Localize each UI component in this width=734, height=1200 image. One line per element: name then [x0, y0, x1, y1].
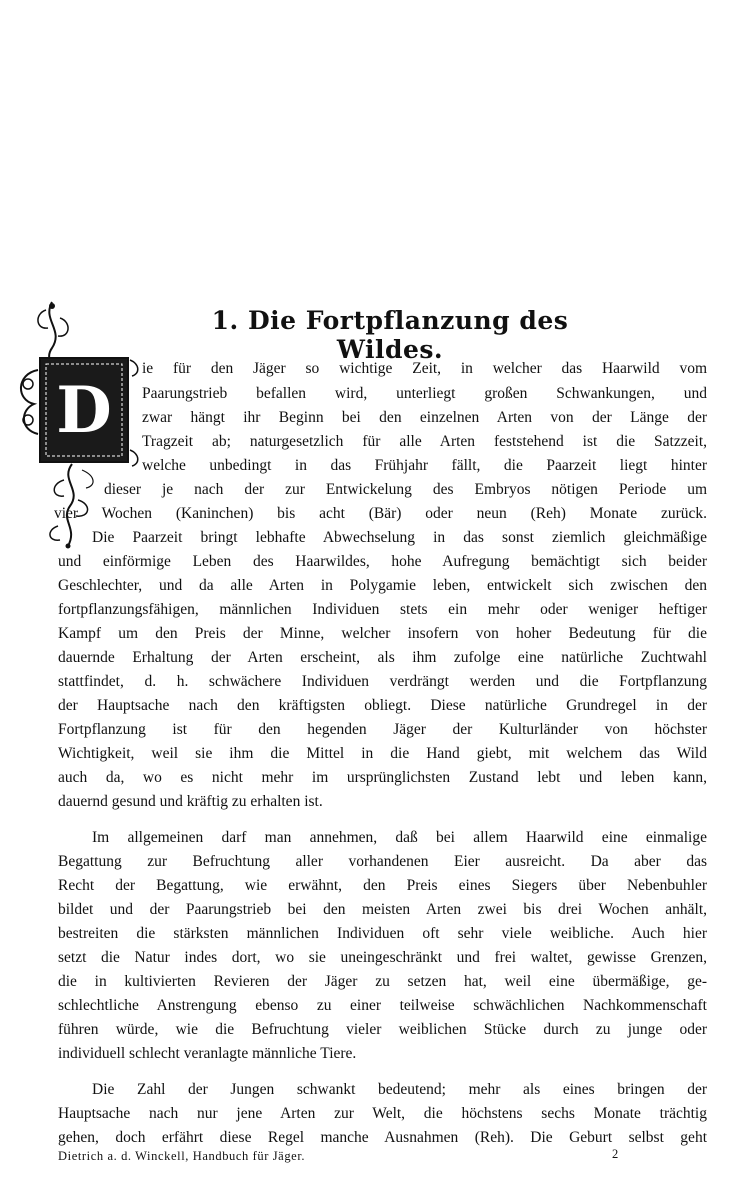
text-line: dauernd gesund und kräftig zu erhalten ist.	[58, 793, 323, 810]
text-line: führen würde, wie die Befruchtung vieler weiblichen Stücke durch zu junge oder	[58, 1021, 707, 1038]
text-line: und einförmige Leben des Haarwildes, hohe Aufregung bemächtigt sich beider	[58, 553, 707, 570]
text-line: Wichtigkeit, weil sie ihm die Mittel in die Hand giebt, mit welchem das Wild	[58, 745, 707, 762]
text-line: zwar hängt ihr Beginn bei den einzelnen Arten von der Länge der	[142, 409, 707, 426]
signature-mark: 2	[612, 1147, 619, 1161]
text-line: die in kultivierten Revieren der Jäger zu setzen hat, weil eine übermäßige, ge-	[58, 973, 707, 990]
text-line: vier Wochen (Kaninchen) bis acht (Bär) oder neun (Reh) Monate zurück.	[54, 505, 707, 522]
text-line: Die Paarzeit bringt lebhafte Abwechselung in das sonst ziemlich gleichmäßige	[92, 529, 707, 546]
text-line: welche unbedingt in das Frühjahr fällt, die Paarzeit liegt hinter	[142, 457, 707, 474]
text-line: bildet und der Paarungstrieb bei den meisten Arten zwei bis drei Wochen anhält,	[58, 901, 707, 918]
text-line: Kampf um den Preis der Minne, welcher insofern von hoher Bedeutung für die	[58, 625, 707, 642]
text-line: schlechtliche Anstrengung ebenso zu einer teilweise schwächlichen Nachkommenschaft	[58, 997, 707, 1014]
text-line: Recht der Begattung, wie erwähnt, den Preis eines Siegers über Nebenbuhler	[58, 877, 707, 894]
initial-letter: D	[56, 372, 112, 448]
text-line: dauernde Erhaltung der Arten erscheint, als ihm zufolge eine natürliche Zuchtwahl	[58, 649, 707, 666]
footer-source: Dietrich a. d. Winckell, Handbuch für Jäger.	[58, 1149, 306, 1163]
text-line: fortpflanzungsfähigen, männlichen Individuen stets ein mehr oder weniger heftiger	[58, 601, 707, 618]
text-line: Die Zahl der Jungen schwankt bedeutend; mehr als eines bringen der	[92, 1081, 707, 1098]
text-line: Hauptsache nach nur jene Arten zur Welt, die höchstens sechs Monate trächtig	[58, 1105, 707, 1122]
text-line: setzt die Natur indes dort, wo sie uneingeschränkt und frei waltet, gewisse Grenzen,	[58, 949, 707, 966]
text-line: gehen, doch erfährt diese Regel manche Ausnahmen (Reh). Die Geburt selbst geht	[58, 1129, 707, 1146]
text-line: Geschlechter, und da alle Arten in Polygamie leben, entwickelt sich zwischen den	[58, 577, 707, 594]
text-line: dieser je nach der zur Entwickelung des Embryos nötigen Periode um	[104, 481, 707, 498]
text-line: Paarungstrieb befallen wird, unterliegt großen Schwankungen, und	[142, 385, 707, 402]
text-line: der Hauptsache nach den kräftigsten obliegt. Diese natürliche Grundregel in der	[58, 697, 707, 714]
text-line: individuell schlecht veranlagte männliche Tiere.	[58, 1045, 357, 1062]
chapter-title: 1. Die Fortpflanzung des Wildes.	[211, 306, 569, 364]
text-line: ie für den Jäger so wichtige Zeit, in welcher das Haarwild vom	[142, 360, 707, 377]
text-line: Tragzeit ab; naturgesetzlich für alle Arten feststehend ist die Satzzeit,	[142, 433, 707, 450]
text-line: stattfindet, d. h. schwächere Individuen verdrängt werden und die Fortpflanzung	[58, 673, 707, 690]
text-line: auch da, wo es nicht mehr im ursprünglichsten Zustand lebt und leben kann,	[58, 769, 707, 786]
text-line: bestreiten die stärksten männlichen Individuen oft sehr viele weibliche. Auch hier	[58, 925, 707, 942]
text-line: Im allgemeinen darf man annehmen, daß bei allem Haarwild eine einmalige	[92, 829, 707, 846]
text-line: Begattung zur Befruchtung aller vorhandenen Eier ausreicht. Da aber das	[58, 853, 707, 870]
text-line: Fortpflanzung ist für den hegenden Jäger der Kulturländer von höchster	[58, 721, 707, 738]
